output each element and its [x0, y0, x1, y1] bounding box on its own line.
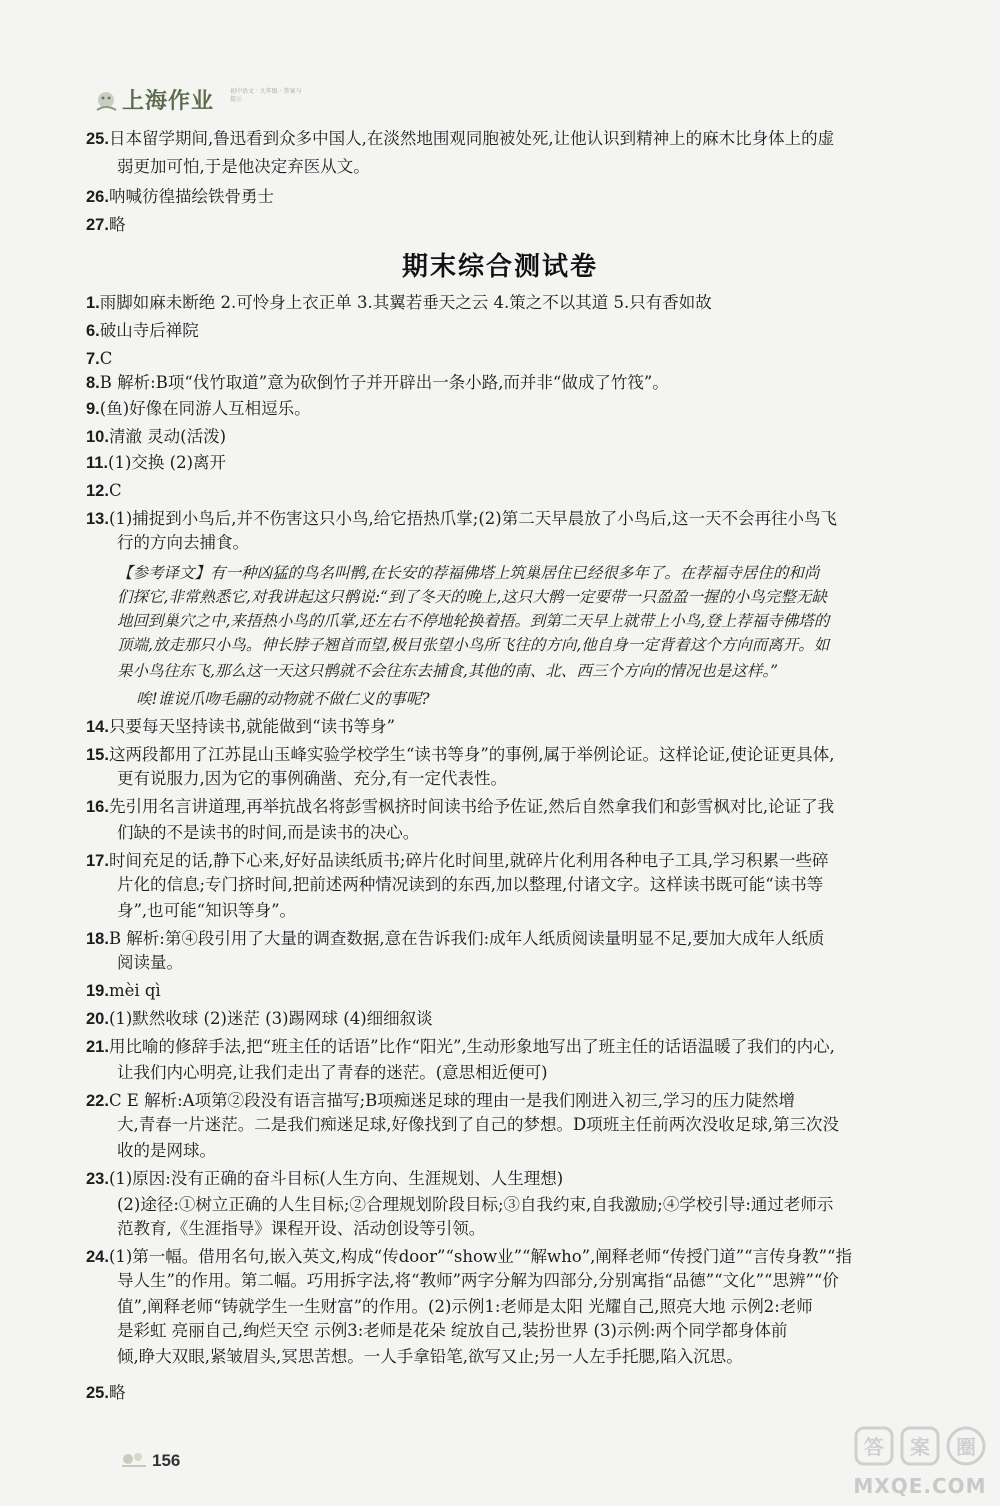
answer-text: 更有说服力,因为它的事例确凿、充分,有一定代表性。 [117, 769, 507, 788]
answer-line [86, 1139, 216, 1163]
answer-text: 略 [108, 1383, 126, 1402]
answer-text: (1)捕捉到小鸟后,并不伤害这只小鸟,给它捂热爪掌;(2)第二天早晨放了小鸟后,这一天不会再往小鸟飞 [108, 509, 837, 528]
answer-line [86, 743, 835, 767]
answer-text: 只要每天坚持读书,就能做到“读书等身” [108, 717, 396, 736]
answer-line [86, 155, 370, 179]
answer-line [86, 1035, 835, 1059]
answer-line [86, 927, 824, 951]
question-number: 14. [86, 718, 109, 736]
page-number: 156 [152, 1451, 181, 1470]
answer-line [86, 1061, 548, 1085]
question-number: 7. [86, 350, 100, 368]
question-number: 11. [86, 454, 109, 472]
question-number: 18. [86, 930, 109, 948]
footer-decoration-icon [120, 1450, 148, 1468]
answer-line [86, 479, 122, 503]
watermark-cn-3: 圈 [956, 1435, 976, 1459]
answer-text: 范教育,《生涯指导》课程开设、活动创设等引领。 [117, 1219, 486, 1238]
answer-text: 时间充足的话,静下心来,好好品读纸质书;碎片化时间里,就碎片化利用各种电子工具,学习积累一些碎 [108, 851, 829, 870]
answer-line [86, 585, 827, 609]
watermark-text: MXQE.COM [853, 1474, 987, 1498]
answer-text: 雨脚如麻未断绝 2.可怜身上衣正单 3.其翼若垂天之云 4.策之不以其道 5.只有香如故 [99, 293, 712, 312]
answer-text: 值”,阐释老师“铸就学生一生财富”的作用。(2)示例1:老师是太阳 光耀自己,照亮大地 示例2:老师 [117, 1297, 813, 1316]
mascot-icon [94, 86, 122, 114]
answer-text: 果小鸟往东飞,那么这一天这只鹘就不会往东去捕食,其他的南、北、西三个方向的情况也是这样。” [117, 662, 779, 680]
answer-text: C [108, 481, 122, 500]
answer-text: 是彩虹 亮丽自己,绚烂天空 示例3:老师是花朵 绽放自己,装扮世界 (3)示例:两个同学都身体前 [117, 1321, 788, 1340]
answer-line [86, 291, 712, 315]
answer-text: B 解析:第④段引用了大量的调查数据,意在告诉我们:成年人纸质阅读量明显不足,要加大成年人纸质 [108, 929, 825, 948]
answer-text: 倾,睁大双眼,紧皱眉头,冥思苦想。一人手拿铅笔,欲写又止;另一人左手托腮,陷入沉思。 [117, 1347, 743, 1366]
answer-text: 这两段都用了江苏昆山玉峰实验学校学生“读书等身”的事例,属于举例论证。这样论证,使论证更具体, [108, 745, 835, 764]
question-number: 27. [86, 216, 109, 234]
answer-line [86, 715, 395, 739]
answer-line [86, 821, 419, 845]
answer-line [86, 849, 828, 873]
answer-line [86, 795, 834, 819]
answer-line [86, 633, 829, 657]
answer-line [86, 1319, 787, 1343]
logo-subtitle: 初中语文 · 九年级 · 答案与提示 [230, 88, 302, 103]
answer-line [86, 319, 199, 343]
answer-line [86, 687, 430, 711]
answer-text: 呐喊彷徨描绘铁骨勇士 [108, 187, 274, 206]
question-number: 1. [86, 294, 100, 312]
answer-line [86, 1167, 563, 1191]
answer-line [86, 1381, 125, 1405]
answer-text: 让我们内心明亮,让我们走出了青春的迷茫。(意思相近便可) [117, 1063, 548, 1082]
section-title: 期末综合测试卷 [401, 252, 598, 282]
question-number: 10. [86, 428, 109, 446]
question-number: 21. [86, 1038, 109, 1056]
answer-line [86, 127, 834, 151]
answer-text: 清澈 灵动(活泼) [108, 427, 227, 446]
answer-line [86, 397, 311, 421]
answer-text: 们缺的不是读书的时间,而是读书的决心。 [117, 823, 420, 842]
answer-line [86, 371, 669, 395]
watermark-logo-icon [850, 1420, 990, 1476]
question-number: 22. [86, 1092, 109, 1110]
answer-text: 大,青春一片迷茫。二是我们痴迷足球,好像找到了自己的梦想。D项班主任前两次没收足球,第三次没 [117, 1115, 839, 1134]
answer-line [86, 899, 296, 923]
answer-line [86, 767, 507, 791]
watermark [850, 1420, 990, 1500]
answer-text: 阅读量。 [117, 953, 183, 972]
answer-text: 弱更加可怕,于是他决定弃医从文。 [117, 157, 370, 176]
question-number: 23. [86, 1170, 109, 1188]
answer-text: (1)原因:没有正确的奋斗目标(人生方向、生涯规划、人生理想) [108, 1169, 564, 1188]
answer-line [86, 1089, 795, 1113]
question-number: 6. [86, 322, 100, 340]
answer-text: 地回到巢穴之中,来捂热小鸟的爪掌,还左右不停地轮换着捂。到第二天早上就带上小鸟,登上荐福寺佛塔的 [117, 612, 830, 630]
answer-line [86, 531, 249, 555]
answer-text: 导人生”的作用。第二幅。巧用拆字法,将“教师”两字分解为四部分,分别寓指“品德”“文化”“思辨”“价 [117, 1271, 839, 1290]
answer-text: 顶端,放走那只小鸟。伸长脖子翘首而望,极目张望小鸟所飞往的方向,他自身一定背着这个方向而离开。如 [117, 636, 830, 654]
answer-line [86, 609, 829, 633]
answer-text: mèi qì [108, 981, 161, 1000]
answer-text: C [99, 349, 113, 368]
answer-line [86, 185, 274, 209]
answer-text: 们探它,非常熟悉它,对我讲起这只鹘说:“到了冬天的晚上,这只大鹘一定要带一只盈盈一握的小鸟完整无缺 [117, 588, 827, 606]
question-number: 19. [86, 982, 109, 1000]
question-number: 17. [86, 852, 109, 870]
answer-line [86, 1193, 833, 1217]
answer-line [86, 873, 823, 897]
answer-text: 身”,也可能“知识等身”。 [117, 901, 297, 920]
answer-line [86, 561, 819, 585]
answer-line [86, 425, 226, 449]
answer-text: 破山寺后禅院 [99, 321, 199, 340]
answer-text: C E 解析:A项第②段没有语言描写;B项痴迷足球的理由一是我们刚进入初三,学习的压力陡然增 [108, 1091, 796, 1110]
answer-line [86, 1269, 839, 1293]
question-number: 25. [86, 130, 109, 148]
answer-text: 行的方向去捕食。 [117, 533, 249, 552]
answer-text: 收的是网球。 [117, 1141, 216, 1160]
answer-text: 片化的信息;专门挤时间,把前述两种情况读到的东西,加以整理,付诸文字。这样读书既可能“读书等 [117, 875, 824, 894]
answer-line [86, 507, 837, 531]
answer-line [86, 1007, 433, 1031]
answer-line [86, 1113, 839, 1137]
answer-text: 【参考译文】有一种凶猛的鸟名叫鹘,在长安的荐福佛塔上筑巢居住已经很多年了。在荐福寺居住的和尚 [117, 564, 820, 582]
answer-text: 日本留学期间,鲁迅看到众多中国人,在淡然地围观同胞被处死,让他认识到精神上的麻木比身体上的虚 [108, 129, 835, 148]
answer-text: (2)途径:①树立正确的人生目标;②合理规划阶段目标;③自我约束,自我激励;④学校引导:通过老师示 [117, 1195, 834, 1214]
question-number: 24. [86, 1248, 109, 1266]
logo-title: 上海作业 [122, 88, 215, 114]
question-number: 12. [86, 482, 109, 500]
answer-text: (鱼)好像在同游人互相逗乐。 [99, 399, 311, 418]
answer-text: (1)交换 (2)离开 [108, 453, 227, 472]
answer-line [86, 347, 112, 371]
watermark-cn-1: 答 [864, 1435, 884, 1459]
answer-line [86, 951, 183, 975]
answer-text: (1)第一幅。借用名句,嵌入英文,构成“传door”“show业”“解who”,阐释老师“传授门道”“言传身教”“指 [108, 1247, 852, 1266]
watermark-cn-2: 案 [910, 1435, 930, 1459]
question-number: 26. [86, 188, 109, 206]
answer-line [86, 979, 161, 1003]
answer-text: 用比喻的修辞手法,把“班主任的话语”比作“阳光”,生动形象地写出了班主任的话语温暖了我们的内心, [108, 1037, 835, 1056]
answer-text: 略 [108, 215, 126, 234]
answer-line [86, 451, 226, 475]
question-number: 8. [86, 374, 100, 392]
question-number: 13. [86, 510, 109, 528]
answer-text: B 解析:B项“伐竹取道”意为砍倒竹子并开辟出一条小路,而并非“做成了竹筏”。 [99, 373, 669, 392]
answer-text: (1)默然收球 (2)迷茫 (3)踢网球 (4)细细叙谈 [108, 1009, 433, 1028]
answer-line [86, 1245, 852, 1269]
question-number: 16. [86, 798, 109, 816]
question-number: 20. [86, 1010, 109, 1028]
question-number: 9. [86, 400, 100, 418]
answer-line [86, 659, 778, 683]
answer-text: 先引用名言讲道理,再举抗战名将彭雪枫挤时间读书给予佐证,然后自然拿我们和彭雪枫对比,论证了我 [108, 797, 835, 816]
answer-text: 唉!谁说爪吻毛翮的动物就不做仁义的事呢? [136, 690, 430, 708]
question-number: 25. [86, 1384, 109, 1402]
answer-line [86, 1217, 485, 1241]
publisher-logo [94, 82, 334, 122]
answer-line [86, 213, 125, 237]
answer-line [86, 1345, 743, 1369]
answer-line [86, 1295, 813, 1319]
question-number: 15. [86, 746, 109, 764]
